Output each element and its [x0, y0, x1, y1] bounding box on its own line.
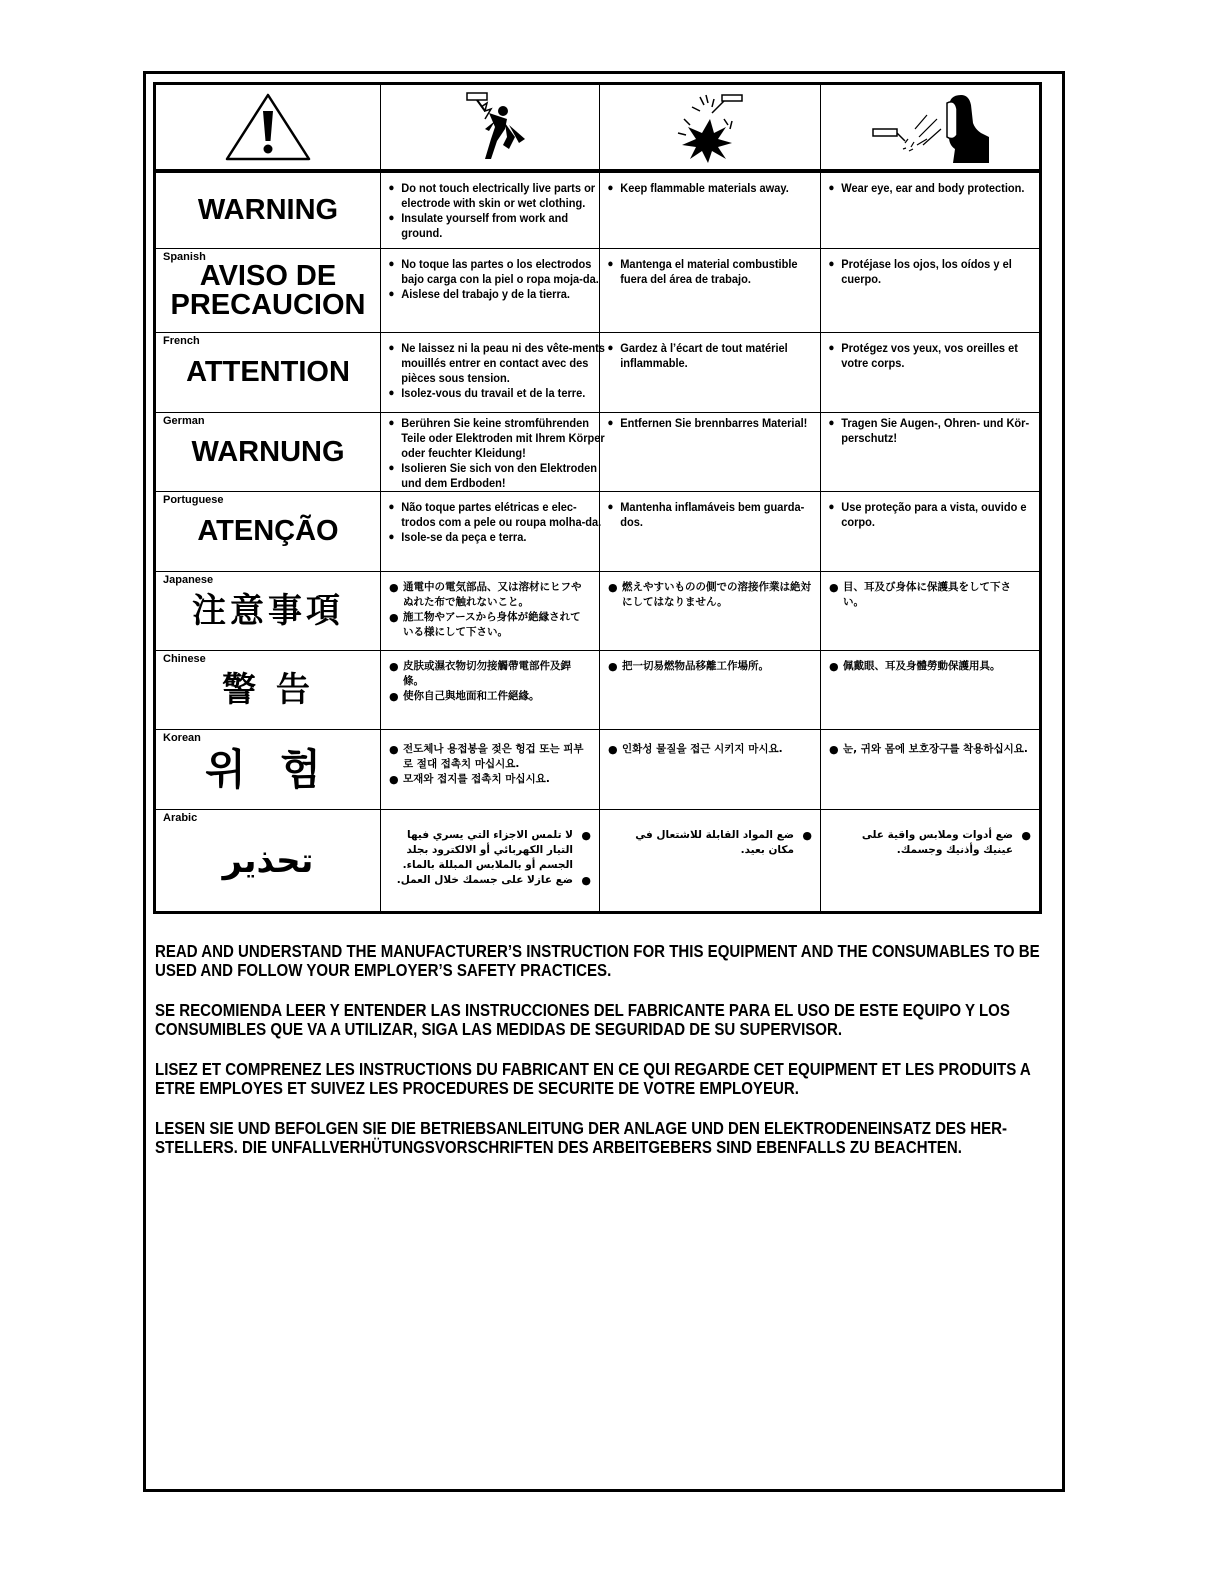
electric-shock-icon	[445, 89, 535, 165]
language-label: Korean	[163, 732, 201, 744]
protection-instruction: ضع أدوات وملابس واقية على عينيك وأذنيك وجسمك.	[861, 829, 1013, 856]
shock-instruction: Aislese del trabajo y de la tierra.	[401, 287, 570, 301]
shock-instruction: Do not touch electrically live parts or electrode with skin or wet clothing.	[401, 181, 596, 210]
signal-word: AVISO DE PRECAUCION	[170, 259, 366, 321]
footer-french: LISEZ ET COMPRENEZ LES INSTRUCTIONS DU FABRICANT EN CE QUI REGARDE CET EQUIPMENT ET LES PRODUITS A ETRE EMPLOYES ET SUIVEZ LES PROCEDURES DE SECURITE DE VOTRE EMPLOYEUR.	[155, 1059, 1031, 1098]
icon-row	[156, 85, 1039, 173]
fire-text-cell: ● Mantenha inflamáveis bem guarda-dos.	[600, 492, 821, 571]
shock-instruction: Não toque partes elétricas e elec-trodos com a pele ou roupa molha-da.	[401, 500, 602, 529]
warning-triangle-icon	[223, 91, 313, 163]
explosion-fire-icon	[662, 89, 758, 165]
protection-text-cell: ● 目、耳及び身体に保護具をして下さい。	[821, 572, 1039, 650]
shock-instruction: Insulate yourself from work and ground.	[401, 211, 569, 240]
shock-text-cell: ● 通電中の電気部品、又は溶材にヒフやぬれた布で触れないこと。 ● 施工物やアースから身体が絶縁されている様にして下さい。	[381, 572, 600, 650]
fire-text-cell: ● Entfernen Sie brennbarres Material!	[600, 413, 821, 491]
shock-instruction: Isolieren Sie sich von den Elektroden und dem Erdboden!	[401, 461, 597, 490]
signal-word: 警 告	[222, 670, 314, 710]
row-japanese	[156, 572, 1039, 651]
fire-text-cell: ● ضع المواد القابلة للاشتعال في مكان بعيد.	[600, 810, 821, 911]
fire-instruction: Mantenha inflamáveis bem guarda-dos.	[620, 500, 805, 529]
shock-instruction: 施工物やアースから身体が絶縁されている様にして下さい。	[403, 611, 581, 638]
protection-text-cell: ● 佩戴眼、耳及身體勞動保護用具。	[829, 660, 1001, 673]
shock-instruction: 使你自己與地面和工件絕緣。	[403, 690, 540, 702]
language-label: Japanese	[163, 574, 214, 586]
signal-word: WARNUNG	[191, 435, 345, 468]
shock-text-cell: ● Ne laissez ni la peau ni des vête-ments mouillés entrer en contact avec des pièces sous tension. ● Isolez-vous du travail et de la terre.	[381, 333, 600, 412]
shock-text-cell: ● 皮肤或濕衣物切勿接觸帶電部件及銲條。 ● 使你自己與地面和工件絕緣。	[381, 651, 600, 729]
protection-text-cell: ● Protégez vos yeux, vos oreilles et votre corps.	[821, 333, 1039, 412]
shock-instruction: 皮肤或濕衣物切勿接觸帶電部件及銲條。	[403, 660, 571, 687]
language-label: Portuguese	[163, 494, 224, 506]
signal-cell	[156, 730, 381, 809]
shock-instruction: لا تلمس الاجزاء التي يسري فيها التيار الكهربائي أو الالكترود بجلد الجسم أو بالملابس المبللة بالماء.	[402, 829, 573, 871]
protection-instruction: 눈, 귀와 몸에 보호장구를 착용하십시요.	[843, 743, 1028, 755]
signal-cell	[156, 333, 381, 412]
shock-instruction: Berühren Sie keine stromführenden Teile oder Elektroden mit Ihrem Körper oder feuchter Kleidung!	[401, 416, 605, 460]
protection-text-cell: ● 눈, 귀와 몸에 보호장구를 착용하십시요.	[829, 743, 1028, 756]
row-arabic	[156, 810, 1039, 911]
shock-instruction: ضع عازلا على جسمك خلال العمل.	[396, 874, 573, 886]
row-chinese	[156, 651, 1039, 730]
row-german	[156, 413, 1039, 492]
signal-cell	[156, 651, 381, 729]
shock-text-cell: ● لا تلمس الاجزاء التي يسري فيها التيار الكهربائي أو الالكترود بجلد الجسم أو بالملابس المبللة بالماء. ● ضع عازلا على جسمك خلال العمل.	[381, 810, 600, 911]
shock-instruction: 通電中の電気部品、又は溶材にヒフやぬれた布で触れないこと。	[403, 581, 582, 608]
protection-instruction: Use proteção para a vista, ouvido e corpo.	[841, 500, 1027, 529]
fire-text-cell: ● 燃えやすいものの側での溶接作業は絶対にしてはなりません。	[600, 572, 821, 650]
face-shield-protection-icon	[865, 89, 995, 165]
shock-text-cell: ● No toque las partes o los electrodos bajo carga con la piel o ropa moja-da. ● Aislese del trabajo y de la tierra.	[381, 249, 600, 332]
signal-cell	[156, 249, 381, 332]
shock-instruction: Isolez-vous du travail et de la terre.	[401, 386, 586, 400]
signal-word: 注意事項	[192, 591, 344, 631]
fire-text-cell: ● Keep flammable materials away.	[600, 173, 821, 248]
row-portuguese	[156, 492, 1039, 572]
fire-instruction: Keep flammable materials away.	[620, 181, 789, 195]
shock-text-cell: ● Não toque partes elétricas e elec-trodos com a pele ou roupa molha-da. ● Isole-se da peça e terra.	[381, 492, 600, 571]
protection-instruction: 佩戴眼、耳及身體勞動保護用具。	[843, 660, 1001, 672]
signal-cell	[156, 413, 381, 491]
row-french	[156, 333, 1039, 413]
shock-cell	[381, 85, 600, 169]
fire-instruction: Entfernen Sie brennbarres Material!	[620, 416, 808, 430]
protection-instruction: 目、耳及び身体に保護具をして下さい。	[843, 581, 1011, 608]
language-label: Chinese	[163, 653, 206, 665]
signal-word: ATENÇÃO	[197, 515, 339, 547]
language-label: Arabic	[163, 812, 198, 824]
warning-cell	[156, 85, 381, 169]
fire-instruction: Gardez à l’écart de tout matériel inflammable.	[620, 341, 788, 370]
shock-text-cell: ● 전도체나 용접봉을 젖은 헝겁 또는 피부로 절대 접촉치 마십시요. ● 모재와 접지를 접촉치 마십시요.	[381, 730, 600, 809]
shock-instruction: No toque las partes o los electrodos bajo carga con la piel o ropa moja-da.	[401, 257, 599, 286]
protection-instruction: Tragen Sie Augen-, Ohren- und Kör-perschutz!	[841, 416, 1030, 445]
fire-text-cell: ● 인화성 물질을 접근 시키지 마시요.	[600, 730, 821, 809]
protection-text-cell: ● Use proteção para a vista, ouvido e corpo.	[821, 492, 1039, 571]
fire-text-cell: ● Gardez à l’écart de tout matériel inflammable.	[600, 333, 821, 412]
fire-instruction: ضع المواد القابلة للاشتعال في مكان بعيد.	[635, 829, 794, 856]
shock-instruction: 모재와 접지를 접촉치 마십시요.	[403, 773, 550, 785]
signal-word: 위 험	[205, 744, 331, 794]
shock-text-cell: ● Berühren Sie keine stromführenden Teile oder Elektroden mit Ihrem Körper oder feuchter Kleidung! ● Isolieren Sie sich von den Elektroden und dem Erdboden!	[381, 413, 600, 491]
protection-text-cell: ● ضع أدوات وملابس واقية على عينيك وأذنيك وجسمك.	[821, 810, 1039, 911]
row-korean	[156, 730, 1039, 810]
signal-cell	[156, 810, 381, 911]
fire-cell	[600, 85, 821, 169]
signal-word: تحذير	[222, 840, 314, 881]
protection-instruction: Wear eye, ear and body protection.	[841, 181, 1025, 195]
fire-instruction: 把一切易燃物品移離工作場所。	[622, 660, 769, 672]
footer-german: LESEN SIE UND BEFOLGEN SIE DIE BETRIEBSANLEITUNG DER ANLAGE UND DEN ELEKTRODENEINSATZ DES HER-STELLERS. DIE UNFALLVERHÜTUNGSVORSCHRIFTEN DES ARBEITGEBERS SIND EBENFALLS ZU BEACHTEN.	[155, 1118, 1008, 1157]
shock-instruction: 전도체나 용접봉을 젖은 헝겁 또는 피부로 절대 접촉치 마십시요.	[403, 743, 584, 770]
language-label: German	[163, 415, 205, 427]
language-label: Spanish	[163, 251, 206, 263]
protection-text-cell: ● Wear eye, ear and body protection.	[828, 181, 1025, 195]
footer-english: READ AND UNDERSTAND THE MANUFACTURER’S INSTRUCTION FOR THIS EQUIPMENT AND THE CONSUMABLES TO BE USED AND FOLLOW YOUR EMPLOYER’S SAFETY PRACTICES.	[155, 941, 1040, 980]
language-label: French	[163, 335, 200, 347]
fire-instruction: 燃えやすいものの側での溶接作業は絶対にしてはなりません。	[622, 581, 811, 608]
protection-instruction: Protéjase los ojos, los oídos y el cuerpo.	[841, 257, 1012, 286]
signal-cell	[156, 173, 381, 248]
shock-instruction: Isole-se da peça e terra.	[401, 530, 527, 544]
signal-cell	[156, 572, 381, 650]
footer-spanish: SE RECOMIENDA LEER Y ENTENDER LAS INSTRUCCIONES DEL FABRICANTE PARA EL USO DE ESTE EQUIPO Y LOS CONSUMIBLES QUE VA A UTILIZAR, SIGA LAS MEDIDAS DE SEGURIDAD DE SU SUPERVISOR.	[155, 1000, 1010, 1039]
shock-text-cell: ● Do not touch electrically live parts or electrode with skin or wet clothing. ● Insulate yourself from work and ground.	[381, 173, 600, 248]
row-spanish	[156, 249, 1039, 333]
fire-instruction: Mantenga el material combustible fuera del área de trabajo.	[620, 257, 798, 286]
signal-word: ATTENTION	[186, 356, 350, 388]
shock-instruction: Ne laissez ni la peau ni des vête-ments mouillés entrer en contact avec des pièces sous tension.	[401, 341, 605, 385]
protection-cell	[821, 85, 1039, 169]
fire-text-cell: ● 把一切易燃物品移離工作場所。	[600, 651, 821, 729]
signal-word: WARNING	[197, 194, 339, 226]
fire-text-cell: ● Mantenga el material combustible fuera del área de trabajo.	[600, 249, 821, 332]
protection-text-cell: ● Tragen Sie Augen-, Ohren- und Kör-perschutz!	[821, 413, 1039, 491]
protection-text-cell: ● Protéjase los ojos, los oídos y el cuerpo.	[821, 249, 1039, 332]
fire-instruction: 인화성 물질을 접근 시키지 마시요.	[622, 743, 783, 755]
protection-instruction: Protégez vos yeux, vos oreilles et votre corps.	[841, 341, 1018, 370]
signal-cell	[156, 492, 381, 571]
safety-table	[153, 82, 1042, 914]
row-english	[156, 173, 1039, 249]
